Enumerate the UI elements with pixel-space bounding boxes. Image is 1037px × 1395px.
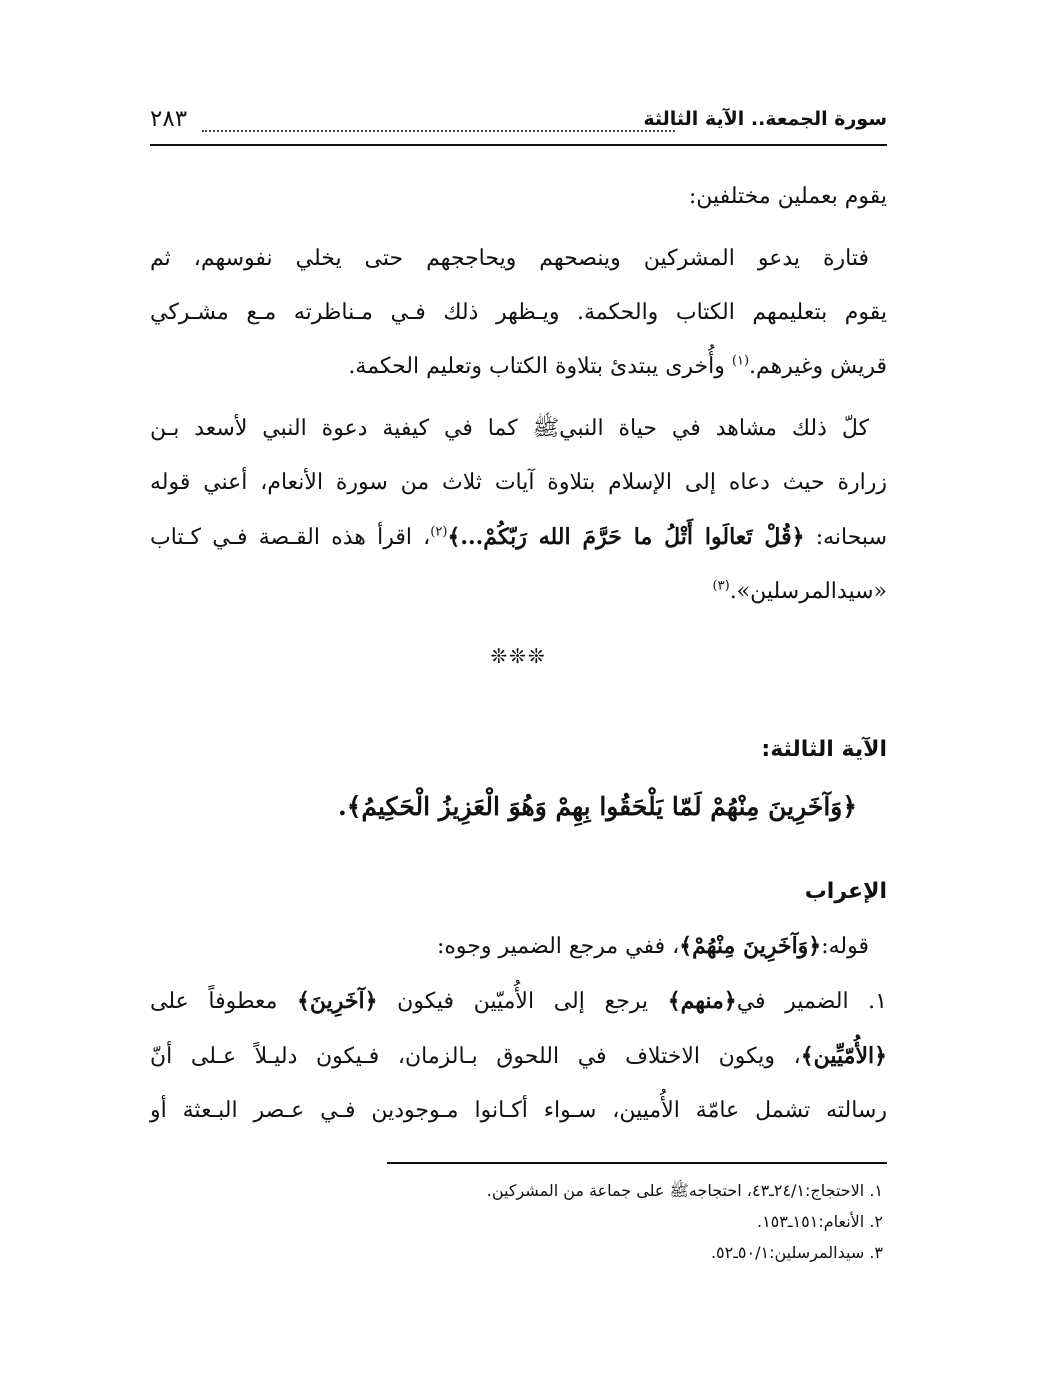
text-line: كلّ ذلك مشاهد في حياة النبيﷺ كما في كيفية دعوة النبي لأسعد بـن [150,416,869,441]
footnote: ٢. الأنعام:١٥١ـ١٥٣. [756,1212,883,1231]
quran-quote: ﴿وَآخَرِينَ مِنْهُمْ﴾ [679,933,822,959]
text-line: ١. الضمير في﴿منهم﴾ يرجع إلى الأُميّين فيكون ﴿آخَرِينَ﴾ معطوفاً على [150,988,887,1014]
text-line: سبحانه: ﴿قُلْ تَعالَوا أَتْلُ ما حَرَّمَ الله رَبّكُمْ...﴾$^{(٢)}$، اقرأ هذه القـصة فـي كـتاب [150,524,888,550]
text-line: قريش وغيرهم.$^{(١)}$ وأُخرى يبتدئ بتلاوة الكتاب وتعليم الحكمة. [348,353,887,379]
section-heading: الآية الثالثة: [761,737,887,762]
dotted-leader [202,130,675,132]
book-page [150,92,887,1312]
footnotes [150,1175,887,1268]
footnote: ١. الاحتجاج:٢٤/١ـ٤٣، احتجاجهﷺ على جماعة من المشركين. [486,1181,883,1200]
section-separator: ❊❊❊ [490,644,547,668]
footnote: ٣. سيدالمرسلين:٥٠/١ـ٥٢. [710,1243,883,1262]
text-line: ﴿الأُمّيِّين﴾، ويكون الاختلاف في اللحوق بـالزمان، فـيكون دليـلاً عـلى أنّ [150,1043,887,1069]
footnote-ref: (١) [731,353,750,369]
text-line: «سيدالمرسلين».$^{(٣)}$ [712,578,887,604]
body-text [150,170,887,1138]
quran-quote: ﴿منهم﴾ [667,988,737,1014]
quran-quote: ﴿آخَرِينَ﴾ [297,988,378,1014]
page-number: ٢٨٣ [150,106,188,132]
quran-quote: ﴿قُلْ تَعالَوا أَتْلُ ما حَرَّمَ الله رَبّكُمْ...﴾ [447,524,805,550]
footnote-ref: (٢) [430,524,448,540]
text-line: زرارة حيث دعاه إلى الإسلام بتلاوة آيات ثلاث من سورة الأنعام، أعني قوله [150,470,887,495]
footnote-rule [387,1162,887,1164]
text-line: رسالته تشمل عامّة الأُميين، سـواء أكـانوا مـوجودين فـي عـصر البـعثة أو [150,1098,888,1123]
text-line: يقوم بعملين مختلفين: [688,184,887,209]
irab-heading: الإعراب [804,879,887,904]
quran-quote: ﴿الأُمّيِّين﴾ [800,1043,887,1069]
running-title: سورة الجمعة.. الآية الثالثة [643,108,887,130]
text-line: فتارة يدعو المشركين وينصحهم ويحاججهم حتى يخلي نفوسهم، ثم [150,246,869,271]
running-header [150,100,887,140]
quran-verse: ﴿وَآخَرِينَ مِنْهُمْ لَمّا يَلْحَقُوا بِهِمْ وَهُوَ الْعَزِيزُ الْحَكِيمُ﴾. [338,792,857,821]
footnote-ref: (٣) [712,578,730,594]
text-line: يقوم بتعليمهم الكتاب والحكمة. ويـظهر ذلك فـي مـناظرته مـع مشـركي [150,300,887,325]
header-rule [150,144,887,146]
text-line: قوله:﴿وَآخَرِينَ مِنْهُمْ﴾، ففي مرجع الضمير وجوه: [436,933,869,959]
